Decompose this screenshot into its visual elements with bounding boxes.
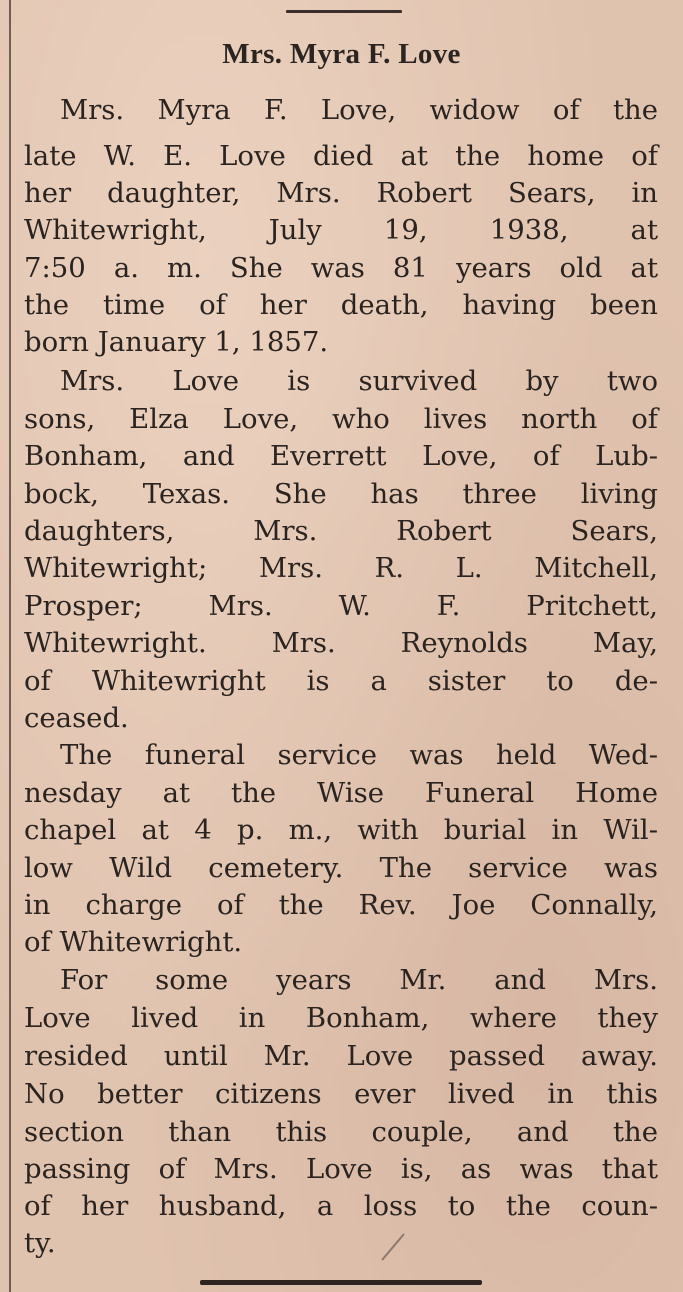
article-line: of Whitewright is a sister to de- [24, 665, 658, 697]
top-divider-rule [286, 10, 402, 13]
article-line: bock, Texas. She has three living [24, 478, 658, 510]
article-line: passing of Mrs. Love is, as was that [24, 1153, 658, 1185]
article-line: Bonham, and Everrett Love, of Lub- [24, 440, 658, 472]
article-line: Whitewright, July 19, 1938, at [24, 214, 658, 246]
article-line: Mrs. Love is survived by two [60, 365, 658, 397]
article-line: of Whitewright. [24, 926, 243, 958]
article-line: the time of her death, having been [24, 289, 658, 321]
article-line: Whitewright. Mrs. Reynolds May, [24, 627, 658, 659]
bottom-divider-rule [200, 1280, 482, 1285]
article-line: Whitewright; Mrs. R. L. Mitchell, [24, 552, 658, 584]
article-line: The funeral service was held Wed- [60, 739, 658, 771]
article-line: section than this couple, and the [24, 1116, 658, 1148]
article-line: Mrs. Myra F. Love, widow of the [60, 94, 658, 126]
article-line: ceased. [24, 702, 129, 734]
article-line: resided until Mr. Love passed away. [24, 1040, 658, 1072]
article-line: low Wild cemetery. The service was [24, 852, 658, 884]
article-line: chapel at 4 p. m., with burial in Wil- [24, 814, 658, 846]
article-line: 7:50 a. m. She was 81 years old at [24, 252, 658, 284]
article-headline: Mrs. Myra F. Love [222, 38, 461, 70]
article-line: For some years Mr. and Mrs. [60, 964, 658, 996]
article-line: in charge of the Rev. Joe Connally, [24, 889, 658, 921]
article-line: daughters, Mrs. Robert Sears, [24, 515, 658, 547]
article-line: born January 1, 1857. [24, 326, 329, 358]
article-line: ty. [24, 1227, 56, 1259]
article-line: Love lived in Bonham, where they [24, 1002, 658, 1034]
article-line: No better citizens ever lived in this [24, 1078, 658, 1110]
article-line: of her husband, a loss to the coun- [24, 1190, 658, 1222]
article-line: nesday at the Wise Funeral Home [24, 777, 658, 809]
article-line: late W. E. Love died at the home of [24, 140, 658, 172]
article-line: her daughter, Mrs. Robert Sears, in [24, 177, 658, 209]
article-line: sons, Elza Love, who lives north of [24, 403, 658, 435]
left-margin-rule [9, 0, 11, 1292]
article-line: Prosper; Mrs. W. F. Pritchett, [24, 590, 658, 622]
